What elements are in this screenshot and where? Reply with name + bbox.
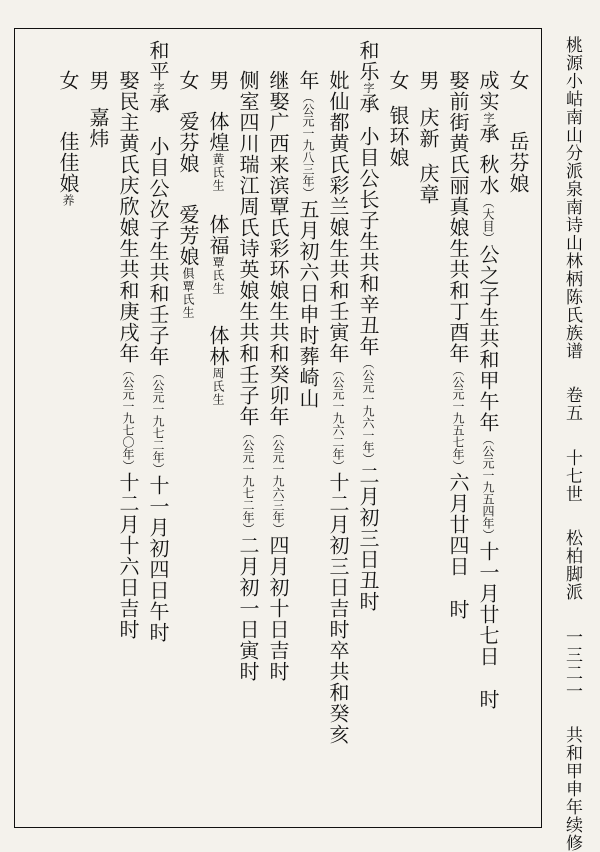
volume: 卷五 (562, 386, 582, 423)
text-column: 男体煌黄氏生体福覃氏生体林周氏生 (206, 70, 230, 406)
text-column: 女佳佳娘养 (56, 70, 80, 207)
page-header (557, 36, 587, 852)
edition: 共和甲申年续修 (562, 726, 582, 852)
text-column: 年（公元一九八三年）五月初六日申时葬崎山 (296, 70, 320, 409)
text-column: 娶前街黄氏丽真娘生共和丁酉年（公元一九五七年）六月廿四日时 (446, 70, 470, 620)
generation: 十七世 (562, 448, 582, 503)
text-column: 成实字承秋水（大目）公之子生共和甲午年（公元一九五四年）十一月廿七日时 (476, 70, 500, 710)
branch: 松柏脚派 (562, 529, 582, 602)
text-column: 女银环娘 (386, 70, 410, 168)
text-column: 和乐字承小目公长子生共和辛丑年（公元一九六一年）二月初三日丑时 (356, 40, 380, 612)
text-column: 女爱芬娘爱芳娘俱覃氏生 (176, 70, 200, 319)
text-column: 侧室四川瑞江周氏诗英娘生共和壬子年（公元一九七二年）二月初一日寅时 (236, 70, 260, 682)
text-column: 妣仙都黄氏彩兰娘生共和壬寅年（公元一九六二年）十二月初三日吉时卒共和癸亥 (326, 70, 350, 745)
text-column: 男嘉炜 (86, 70, 110, 149)
text-column: 和平字承小目公次子生共和壬子年（公元一九七二年）十一月初四日午时 (146, 40, 170, 643)
text-column: 女岳芬娘 (506, 70, 530, 194)
book-title: 桃源小岵南山分派泉南诗山林柄陈氏族谱 (562, 36, 582, 360)
text-column: 娶民主黄氏庆欣娘生共和庚戌年（公元一九七〇年）十二月十六日吉时 (116, 70, 140, 640)
text-column: 继娶广西来滨覃氏彩环娘生共和癸卯年（公元一九六三年）四月初十日吉时 (266, 70, 290, 682)
text-column: 男庆新庆章 (416, 70, 440, 205)
page-number: 一三二一 (562, 627, 582, 700)
